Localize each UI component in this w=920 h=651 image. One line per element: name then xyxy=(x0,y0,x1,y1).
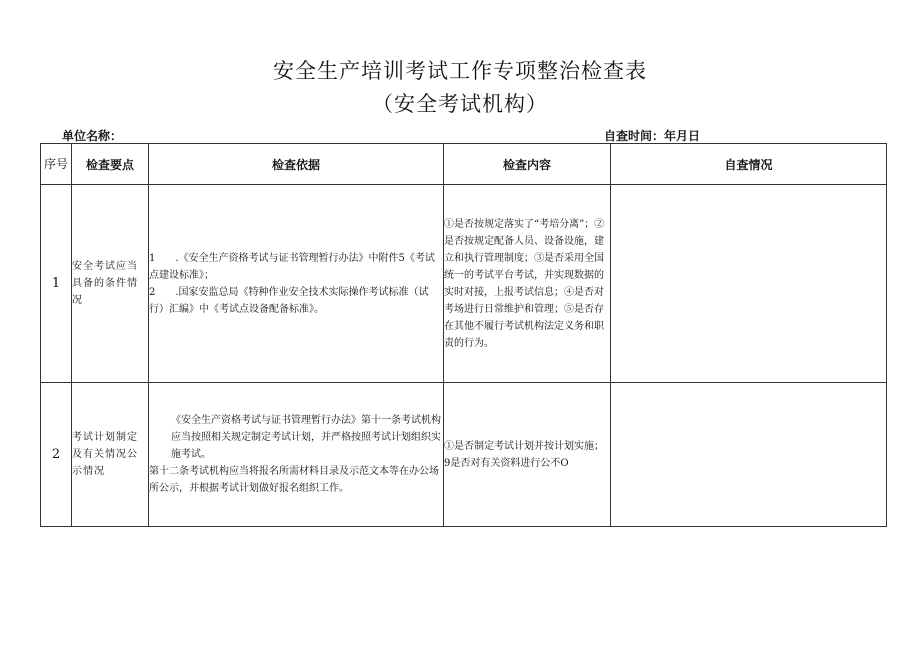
row-check-basis xyxy=(149,383,444,527)
header-check-content: 检查内容 xyxy=(444,144,611,185)
basis-item: 1 .《安全生产资格考试与证书管理暂行办法》中附件5《考试点建设标准》； xyxy=(149,252,435,281)
table-row xyxy=(41,185,887,383)
table-row xyxy=(41,383,887,527)
header-self-check-status: 自查情况 xyxy=(611,144,887,185)
basis-item: 《安全生产资格考试与证书管理暂行办法》第十一条考试机构应当按照相关规定制定考试计划，并严格按照考试计划组织实施考试。 xyxy=(171,415,441,460)
row-check-basis xyxy=(149,185,444,383)
row-self-check-status[interactable] xyxy=(611,185,887,383)
basis-item: 第十二条考试机构应当将报名所需材料目录及示范文本等在办公场所公示，并根据考试计划做好报名组织工作。 xyxy=(149,466,439,494)
header-seq: 序号 xyxy=(41,144,72,185)
basis-item: 2 .国家安监总局《特种作业安全技术实际操作考试标准（试行）汇编》中《考试点设备配备标准》。 xyxy=(149,286,429,315)
inspection-table xyxy=(40,143,887,527)
row-check-content: ①是否制定考试计划并按计划实施； 9是否对有关资料进行公不O xyxy=(444,383,611,527)
self-check-date-label: 自查时间：年月日 xyxy=(604,129,701,143)
row-check-point: 安全考试应当具备的条件情况 xyxy=(72,185,149,383)
row-check-content: ①是否按规定落实了“考培分离”；②是否按规定配备人员、设备设施，建立和执行管理制度；③是否采用全国统一的考试平台考试，并实现数据的实时对接，上报考试信息；④是否对考场进行日常维护和管理；⑤是否存在其他不履行考试机构法定义务和职责的行为。 xyxy=(444,185,611,383)
row-number: 1 xyxy=(41,185,72,383)
row-self-check-status[interactable] xyxy=(611,383,887,527)
document-title: 安全生产培训考试工作专项整治检查表 xyxy=(273,59,647,83)
document-subtitle: （安全考试机构） xyxy=(372,92,548,116)
row-number: 2 xyxy=(41,383,72,527)
unit-name-label: 单位名称： xyxy=(62,129,123,143)
row-check-point: 考试计划制定及有关情况公示情况 xyxy=(72,383,149,527)
header-check-basis: 检查依据 xyxy=(149,144,444,185)
header-check-point: 检查要点 xyxy=(72,144,149,185)
table-header-row xyxy=(41,144,887,185)
